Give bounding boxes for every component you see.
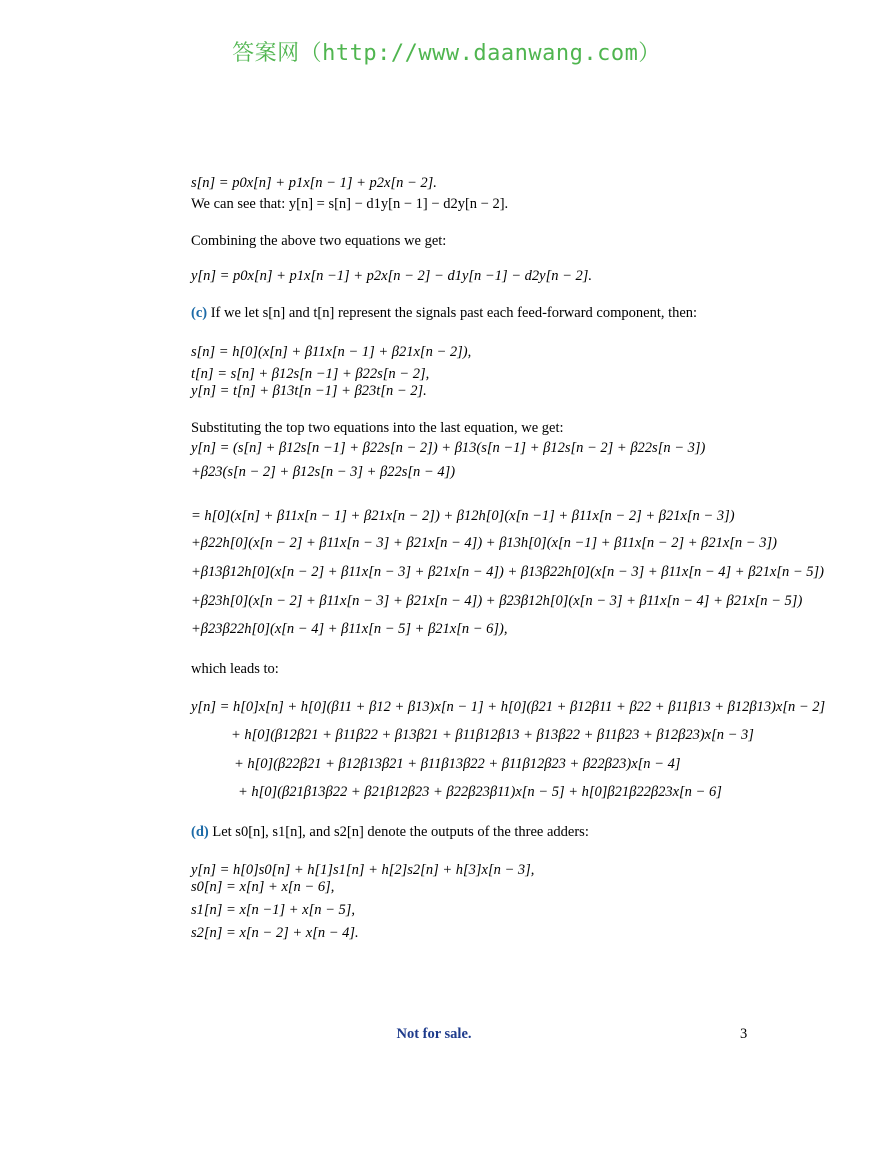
page-number: 3 <box>740 1026 748 1042</box>
watermark-header <box>0 36 893 67</box>
equation-result-2: + h[0](β12β21 + β11β22 + β13β21 + β11β12β13 + β13β22 + β11β23 + β12β23)x[n − 3] <box>231 727 754 743</box>
equation-result-4: + h[0](β21β13β22 + β21β12β23 + β22β23β11)x[n − 5] + h[0]β21β22β23x[n − 6] <box>238 784 722 800</box>
text-combining: Combining the above two equations we get: <box>191 233 447 249</box>
equation-c-t: t[n] = s[n] + β12s[n −1] + β22s[n − 2], <box>191 366 430 382</box>
equation-expand-2: +β22h[0](x[n − 2] + β11x[n − 3] + β21x[n − 4]) + β13h[0](x[n −1] + β11x[n − 2] + β21x[n − 3]) <box>191 535 777 551</box>
equation-d-s1: s1[n] = x[n −1] + x[n − 5], <box>191 902 356 918</box>
equation-d-y: y[n] = h[0]s0[n] + h[1]s1[n] + h[2]s2[n] + h[3]x[n − 3], <box>191 862 535 878</box>
equation-expand-5: +β23β22h[0](x[n − 4] + β11x[n − 5] + β21x[n − 6]), <box>191 621 508 637</box>
equation-expand-4: +β23h[0](x[n − 2] + β11x[n − 3] + β21x[n − 4]) + β23β12h[0](x[n − 3] + β11x[n − 4] + β21x[n − 5]) <box>191 593 803 609</box>
part-c-intro <box>191 304 697 322</box>
equation-c-s: s[n] = h[0](x[n] + β11x[n − 1] + β21x[n − 2]), <box>191 344 472 360</box>
equation-d-s2: s2[n] = x[n − 2] + x[n − 4]. <box>191 925 359 941</box>
equation-d-s0: s0[n] = x[n] + x[n − 6], <box>191 879 335 895</box>
text-leads-to: which leads to: <box>191 661 279 677</box>
part-d-label: (d) <box>191 824 209 840</box>
equation-expand-3: +β13β12h[0](x[n − 2] + β11x[n − 3] + β21x[n − 4]) + β13β22h[0](x[n − 3] + β11x[n − 4] + β21x[n − 5]) <box>191 564 825 580</box>
part-c-label: (c) <box>191 305 208 321</box>
equation-sub-2: +β23(s[n − 2] + β12s[n − 3] + β22s[n − 4]) <box>191 464 456 480</box>
part-d-intro <box>191 823 589 841</box>
equation-sub-1: y[n] = (s[n] + β12s[n −1] + β22s[n − 2]) + β13(s[n −1] + β12s[n − 2] + β22s[n − 3]) <box>191 440 706 456</box>
part-c-text: If we let s[n] and t[n] represent the signals past each feed-forward component, then: <box>207 305 698 321</box>
equation-result-1: y[n] = h[0]x[n] + h[0](β11 + β12 + β13)x[n − 1] + h[0](β21 + β12β11 + β22 + β11β13 + β12β13)x[n − 2] <box>191 699 826 715</box>
text-see-that: We can see that: y[n] = s[n] − d1y[n − 1] − d2y[n − 2]. <box>191 196 509 212</box>
watermark-text: 答案网（http://www.daanwang.com） <box>232 41 661 66</box>
part-d-text: Let s0[n], s1[n], and s2[n] denote the outputs of the three adders: <box>208 824 589 840</box>
equation-expand-1: = h[0](x[n] + β11x[n − 1] + β21x[n − 2]) + β12h[0](x[n −1] + β11x[n − 2] + β21x[n − 3]) <box>191 508 735 524</box>
footer-notice: Not for sale. <box>396 1026 472 1042</box>
text-substituting: Substituting the top two equations into the last equation, we get: <box>191 420 564 436</box>
equation-result-3: + h[0](β22β21 + β12β13β21 + β11β13β22 + β11β12β23 + β22β23)x[n − 4] <box>234 756 681 772</box>
equation-s: s[n] = p0x[n] + p1x[n − 1] + p2x[n − 2]. <box>191 175 437 191</box>
equation-y-combined: y[n] = p0x[n] + p1x[n −1] + p2x[n − 2] − d1y[n −1] − d2y[n − 2]. <box>191 268 593 284</box>
equation-c-y: y[n] = t[n] + β13t[n −1] + β23t[n − 2]. <box>191 383 427 399</box>
